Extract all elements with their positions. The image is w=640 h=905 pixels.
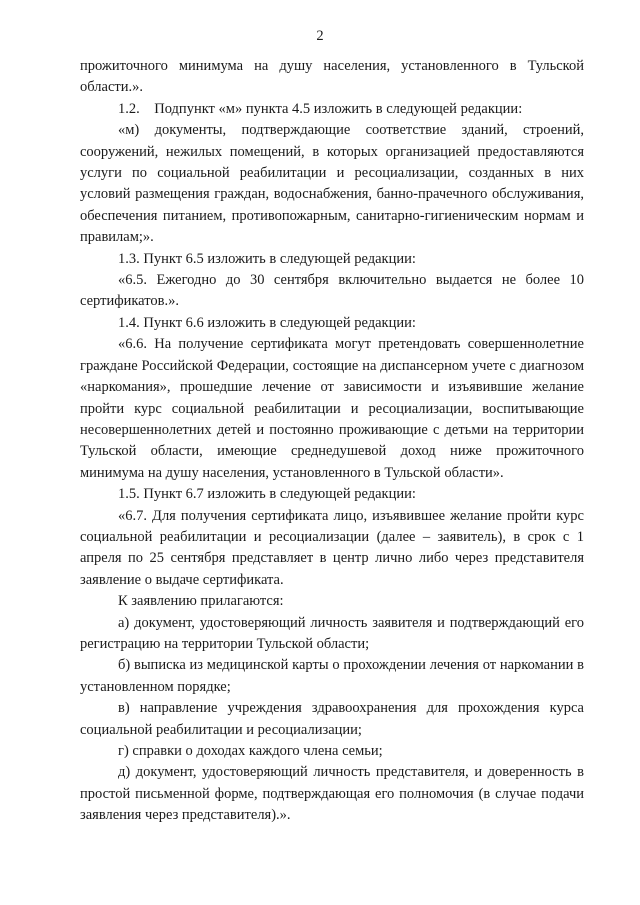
paragraph-attachment-v: в) направление учреждения здравоохранения для прохождения курса социальной реабилитации и ресоциализации; bbox=[80, 700, 584, 738]
paragraph-attachment-b: б) выписка из медицинской карты о прохождении лечения от наркомании в установленном порядке; bbox=[80, 657, 584, 695]
paragraph-continuation: прожиточного минимума на душу населения, установленного в Тульской области.». bbox=[80, 58, 584, 96]
page-number: 2 bbox=[316, 28, 324, 44]
paragraph-attachment-a: а) документ, удостоверяющий личность заявителя и подтверждающий его регистрацию на территории Тульской области; bbox=[80, 614, 584, 652]
paragraph-clause-1-4: 1.4. Пункт 6.6 изложить в следующей редакции: bbox=[118, 314, 416, 331]
paragraph-clause-1-5: 1.5. Пункт 6.7 изложить в следующей редакции: bbox=[118, 486, 416, 503]
document-body bbox=[80, 56, 584, 827]
paragraph-item-6-5: «6.5. Ежегодно до 30 сентября включительно выдается не более 10 сертификатов.». bbox=[80, 272, 584, 310]
paragraph-clause-1-3: 1.3. Пункт 6.5 изложить в следующей редакции: bbox=[118, 250, 416, 267]
paragraph-subclause-m: «м) документы, подтверждающие соответствие зданий, строений, сооружений, нежилых помещений, в которых организацией предоставляются услуги по социальной реабилитации и ресоциализации, созданных в них условий размещения граждан, водоснабжения, банно-прачечного обслуживания, обеспечения питанием, противопожарным, санитарно-гигиеническим нормам и правилам;». bbox=[80, 122, 584, 246]
paragraph-attachment-g: г) справки о доходах каждого члена семьи; bbox=[118, 743, 383, 759]
paragraph-attachments-intro: К заявлению прилагаются: bbox=[118, 593, 284, 610]
paragraph-clause-1-2: 1.2. Подпункт «м» пункта 4.5 изложить в следующей редакции: bbox=[118, 100, 523, 117]
paragraph-item-6-6: «6.6. На получение сертификата могут претендовать совершеннолетние граждане Российской Федерации, состоящие на диспансерном учете с диагнозом «наркомания», прошедшие лечение от зависимости и изъявившие желание пройти курс социальной реабилитации и ресоциализации, воспитывающие несовершеннолетних детей и постоянно проживающие с детьми на территории Тульской области, имеющие среднедушевой доход ниже прожиточного минимума на душу населения, установленного в Тульской области». bbox=[80, 336, 584, 481]
paragraph-attachment-d: д) документ, удостоверяющий личность представителя, и доверенность в простой письменной форме, подтверждающая его полномочия (в случае подачи заявления через представителя).». bbox=[80, 764, 584, 824]
paragraph-item-6-7: «6.7. Для получения сертификата лицо, изъявившее желание пройти курс социальной реабилитации и ресоциализации (далее – заявитель), в срок с 1 апреля по 25 сентября представляет в центр лично либо через представителя заявление о выдаче сертификата. bbox=[80, 507, 584, 588]
